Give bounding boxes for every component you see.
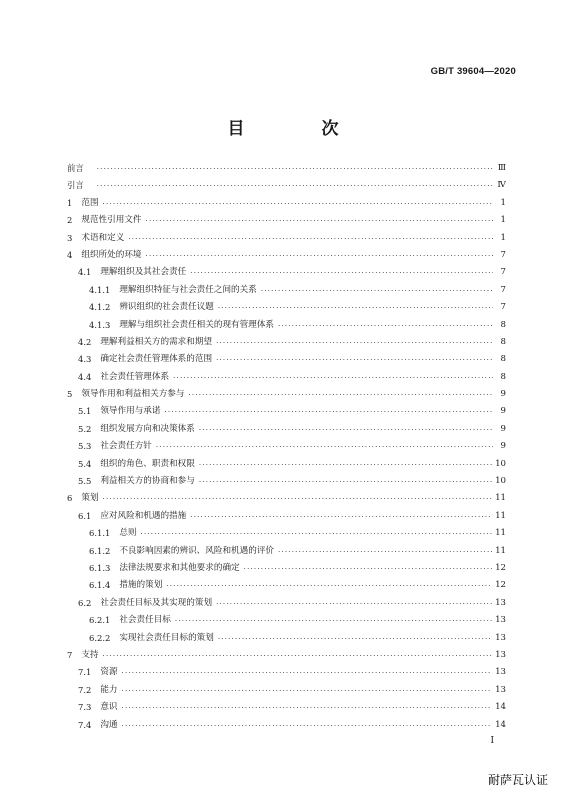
toc-entry-number: 6.1.1: [89, 528, 111, 539]
toc-entry-title: 组织发展方向和决策体系: [100, 423, 195, 434]
toc-entry[interactable]: [67, 421, 506, 438]
toc-entry[interactable]: [67, 612, 506, 629]
toc-entry-number: 7.2: [78, 684, 92, 695]
toc-entry-title: 社会责任目标: [119, 615, 171, 626]
toc-entry-number: 前言: [67, 163, 84, 173]
toc-entry-title: 应对风险和机遇的措施: [100, 510, 187, 521]
toc-leader-dots: [216, 335, 493, 351]
toc-entry[interactable]: [67, 560, 506, 577]
toc-entry[interactable]: [67, 630, 506, 647]
toc-entry[interactable]: [67, 386, 506, 403]
toc-entry[interactable]: [67, 508, 506, 525]
toc-entry-page: 14: [495, 719, 506, 730]
toc-entry-number: 7.3: [78, 702, 92, 713]
toc-entry-title: 辨识组织的社会责任议题: [119, 302, 214, 313]
toc-entry[interactable]: [67, 403, 506, 420]
toc-entry-title: 领导作用和利益相关方参与: [81, 389, 185, 400]
toc-leader-dots: [146, 248, 493, 264]
toc-entry-number: 4.1.3: [89, 319, 111, 330]
toc-entry-title: 沟通: [100, 719, 118, 730]
toc-leader-dots: [190, 265, 493, 281]
toc-entry[interactable]: [67, 160, 506, 177]
toc-entry-number: 6: [67, 493, 73, 504]
toc-entry-number: 5.3: [78, 441, 92, 452]
toc-entry-page: Ⅲ: [497, 163, 506, 173]
toc-entry-title: 能力: [100, 684, 118, 695]
table-of-contents: [67, 160, 506, 734]
toc-leader-dots: [165, 404, 494, 420]
standard-number: GB/T 39604—2020: [430, 66, 516, 77]
toc-entry[interactable]: [67, 717, 506, 734]
toc-entry[interactable]: [67, 369, 506, 386]
toc-entry-title: 利益相关方的协商和参与: [100, 476, 195, 487]
toc-entry-number: 4.1: [78, 267, 92, 278]
toc-entry-page: 11: [495, 528, 506, 539]
toc-entry[interactable]: [67, 473, 506, 490]
toc-entry-number: 4.4: [78, 371, 92, 382]
toc-leader-dots: [128, 231, 493, 247]
toc-entry[interactable]: [67, 490, 506, 507]
toc-entry[interactable]: [67, 543, 506, 560]
toc-leader-dots: [156, 439, 493, 455]
toc-entry-page: 13: [495, 684, 506, 695]
toc-entry[interactable]: [67, 299, 506, 316]
toc-entry-number: 3: [67, 232, 73, 243]
toc-entry-number: 7: [67, 649, 73, 660]
toc-entry-page: 1: [500, 232, 506, 243]
toc-entry-page: 9: [500, 406, 506, 417]
toc-entry[interactable]: [67, 212, 506, 229]
toc-entry-page: 12: [495, 562, 506, 573]
toc-entry-page: 13: [495, 597, 506, 608]
toc-entry-number: 6.1.2: [89, 545, 111, 556]
toc-entry-page: 7: [500, 249, 506, 260]
toc-entry-page: 8: [500, 371, 506, 382]
toc-entry-page: 10: [495, 458, 506, 469]
toc-entry-page: 1: [500, 215, 506, 226]
toc-entry-page: 13: [495, 649, 506, 660]
toc-entry[interactable]: [67, 456, 506, 473]
toc-entry-page: 8: [500, 354, 506, 365]
toc-leader-dots: [244, 561, 492, 577]
toc-entry-number: 4.2: [78, 336, 92, 347]
toc-entry-number: 5.4: [78, 458, 92, 469]
toc-entry-title: 范围: [81, 197, 99, 208]
toc-entry-title: 不良影响因素的辨识、风险和机遇的评价: [119, 545, 275, 556]
toc-entry-title: 实现社会责任目标的策划: [119, 632, 214, 643]
toc-entry[interactable]: [67, 682, 506, 699]
toc-entry-number: 2: [67, 215, 73, 226]
toc-leader-dots: [218, 631, 492, 647]
toc-entry[interactable]: [67, 264, 506, 281]
toc-entry-number: 6.2: [78, 597, 92, 608]
toc-entry-number: 引言: [67, 180, 84, 191]
toc-entry-page: 9: [500, 389, 506, 400]
toc-leader-dots: [216, 352, 493, 368]
toc-entry-number: 7.1: [78, 667, 92, 678]
toc-entry-title: 支持: [81, 649, 99, 660]
toc-entry[interactable]: [67, 595, 506, 612]
toc-entry-title: 理解组织特征与社会责任之间的关系: [119, 284, 257, 295]
toc-leader-dots: [103, 648, 493, 664]
toc-entry[interactable]: [67, 317, 506, 334]
toc-leader-dots: [173, 370, 493, 386]
toc-entry[interactable]: [67, 577, 506, 594]
page-title: 目 次: [227, 119, 369, 139]
toc-entry-page: 1: [500, 197, 506, 208]
toc-entry-page: 11: [495, 493, 506, 504]
toc-entry-page: 7: [500, 284, 506, 295]
toc-entry-title: 法律法规要求和其他要求的确定: [119, 562, 240, 573]
toc-entry[interactable]: [67, 525, 506, 542]
toc-entry[interactable]: [67, 699, 506, 716]
toc-leader-dots: [199, 474, 492, 490]
toc-leader-dots: [218, 300, 493, 316]
toc-entry-number: 1: [67, 197, 73, 208]
toc-leader-dots: [122, 718, 493, 734]
toc-entry-title: 术语和定义: [81, 232, 125, 243]
toc-leader-dots: [175, 613, 492, 629]
toc-leader-dots: [278, 544, 492, 560]
toc-leader-dots: [199, 422, 493, 438]
toc-leader-dots: [188, 387, 493, 403]
toc-entry-number: 4.1.2: [89, 302, 111, 313]
toc-entry-title: 理解组织及其社会责任: [100, 267, 187, 278]
toc-entry-title: 意识: [100, 702, 118, 713]
toc-entry-number: 4: [67, 249, 73, 260]
toc-entry-title: 社会责任管理体系: [100, 371, 170, 382]
toc-entry-page: 7: [500, 267, 506, 278]
toc-entry-page: 14: [495, 702, 506, 713]
toc-entry-number: 6.2.1: [89, 615, 111, 626]
toc-entry-title: 组织的角色、职责和权限: [100, 458, 195, 469]
toc-entry-title: 总则: [119, 528, 137, 539]
toc-entry[interactable]: [67, 438, 506, 455]
toc-entry-number: 4.3: [78, 354, 92, 365]
toc-entry-page: 9: [500, 441, 506, 452]
toc-leader-dots: [122, 665, 493, 681]
toc-entry-title: 措施的策划: [119, 580, 163, 591]
toc-entry-number: 7.4: [78, 719, 92, 730]
toc-entry-page: 13: [495, 615, 506, 626]
toc-entry-number: 4.1.1: [89, 284, 111, 295]
toc-entry[interactable]: [67, 195, 506, 212]
toc-entry-title: 理解利益相关方的需求和期望: [100, 336, 213, 347]
toc-entry-title: 理解与组织社会责任相关的现有管理体系: [119, 319, 275, 330]
toc-entry-number: 5.1: [78, 406, 92, 417]
toc-leader-dots: [166, 578, 492, 594]
toc-entry-title: 策划: [81, 493, 99, 504]
toc-entry[interactable]: [67, 177, 506, 194]
toc-leader-dots: [146, 213, 493, 229]
toc-leader-dots: [190, 509, 492, 525]
page-number: Ⅰ: [490, 736, 494, 746]
toc-entry-title: 规范性引用文件: [81, 215, 142, 226]
toc-entry-title: 组织所处的环境: [81, 249, 142, 260]
toc-entry-page: 10: [495, 476, 506, 487]
toc-entry-title: 社会责任目标及其实现的策划: [100, 597, 213, 608]
toc-leader-dots: [97, 178, 493, 194]
toc-entry-number: 6.1: [78, 510, 92, 521]
toc-entry-number: 6.2.2: [89, 632, 111, 643]
toc-entry-page: 12: [495, 580, 506, 591]
toc-entry-page: 13: [495, 632, 506, 643]
toc-leader-dots: [122, 683, 493, 699]
toc-entry[interactable]: [67, 334, 506, 351]
watermark-text: 耐萨瓦认证: [487, 773, 548, 787]
toc-entry-page: 8: [500, 319, 506, 330]
toc-leader-dots: [199, 457, 492, 473]
toc-entry-number: 6.1.3: [89, 562, 111, 573]
toc-entry[interactable]: [67, 664, 506, 681]
toc-entry[interactable]: [67, 230, 506, 247]
toc-entry-page: 7: [500, 302, 506, 313]
toc-leader-dots: [103, 491, 493, 507]
toc-leader-dots: [141, 526, 493, 542]
toc-entry-title: 资源: [100, 667, 118, 678]
toc-entry-page: 11: [495, 545, 506, 556]
toc-entry[interactable]: [67, 282, 506, 299]
toc-entry[interactable]: [67, 647, 506, 664]
toc-entry-page: 11: [495, 510, 506, 521]
toc-entry-number: 5.5: [78, 476, 92, 487]
toc-entry-number: 6.1.4: [89, 580, 111, 591]
toc-entry-page: Ⅳ: [497, 180, 506, 191]
toc-entry[interactable]: [67, 247, 506, 264]
toc-entry-title: 社会责任方针: [100, 441, 152, 452]
toc-leader-dots: [122, 700, 493, 716]
toc-entry-number: 5: [67, 389, 73, 400]
toc-entry-title: 确定社会责任管理体系的范围: [100, 354, 213, 365]
toc-entry-number: 5.2: [78, 423, 92, 434]
toc-leader-dots: [278, 318, 493, 334]
toc-leader-dots: [97, 161, 493, 177]
toc-entry[interactable]: [67, 351, 506, 368]
toc-leader-dots: [261, 283, 493, 299]
toc-entry-page: 13: [495, 667, 506, 678]
toc-entry-title: 领导作用与承诺: [100, 406, 161, 417]
toc-entry-page: 9: [500, 423, 506, 434]
toc-leader-dots: [216, 596, 492, 612]
toc-leader-dots: [103, 196, 493, 212]
toc-entry-page: 8: [500, 336, 506, 347]
